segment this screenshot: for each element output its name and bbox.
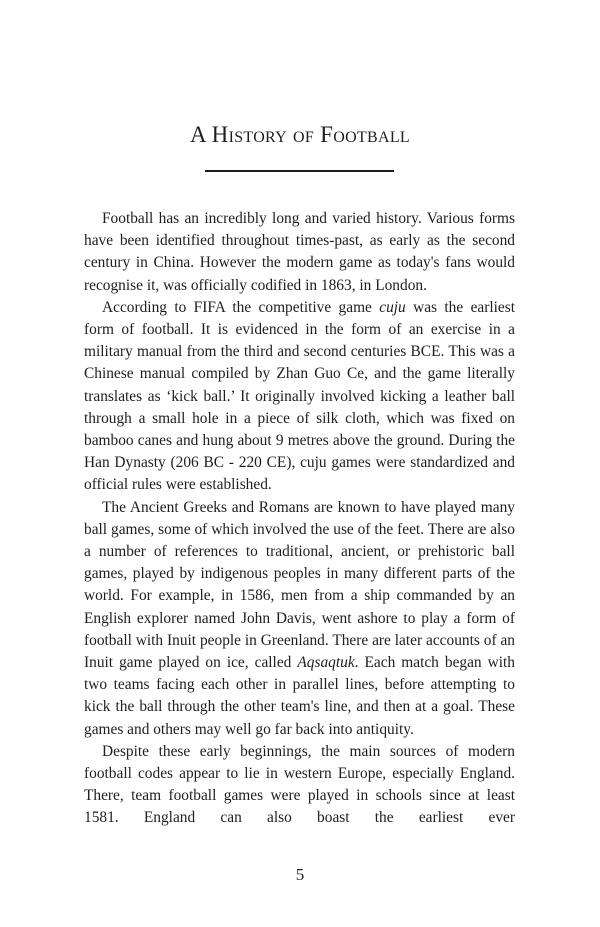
text-run: The Ancient Greeks and Romans are known to have played many ball games, some of which involved the use of the feet. There are also a number of references to traditional, ancient, or prehistoric ball games, played by indigenous peoples in many different parts of the world. For example, in 1586, men from a ship commanded by an English explorer named John Davis, went ashore to play a form of football with Inuit people in Greenland. There are later accounts of an Inuit game played on ice, called [84,498,515,672]
text-run: Despite these early beginnings, the main sources of modern football codes appear to lie in western Europe, especially England. There, team football games were played in schools since at least 1581. England can also boast the earliest ever [84,742,515,827]
paragraph-1 [84,208,515,297]
text-run: was the earliest form of football. It is evidenced in the form of an exercise in a military manual from the third and second centuries BCE. This was a Chinese manual compiled by Zhan Guo Ce, and the game literally translates as ‘kick ball.’ It originally involved kicking a leather ball through a small hole in a piece of silk cloth, which was fixed on bamboo canes and hung about 9 metres above the ground. During the Han Dynasty (206 BC - 220 CE), cuju games were standardized and official rules were established. [84,298,516,494]
italic-term-aqsaqtuk: Aqsaqtuk [297,654,355,672]
paragraph-3 [84,497,515,741]
paragraph-4 [84,741,515,830]
page-number: 5 [295,865,305,884]
italic-term-cuju: cuju [379,298,406,316]
title-divider [205,170,394,172]
chapter-body [84,208,515,830]
chapter-title: A History of Football [189,122,410,147]
text-run: Football has an incredibly long and varied history. Various forms have been identified throughout times-past, as early as the second century in China. However the modern game as today's fans would recognise it, was officially codified in 1863, in London. [84,210,515,294]
text-run: According to FIFA the competitive game [102,298,380,316]
text-run: . Each match began with two teams facing each other in parallel lines, before attempting to kick the ball through the other team's line, and then at a goal. These games and others may well go far back into antiquity. [84,654,515,738]
paragraph-2 [84,297,515,497]
